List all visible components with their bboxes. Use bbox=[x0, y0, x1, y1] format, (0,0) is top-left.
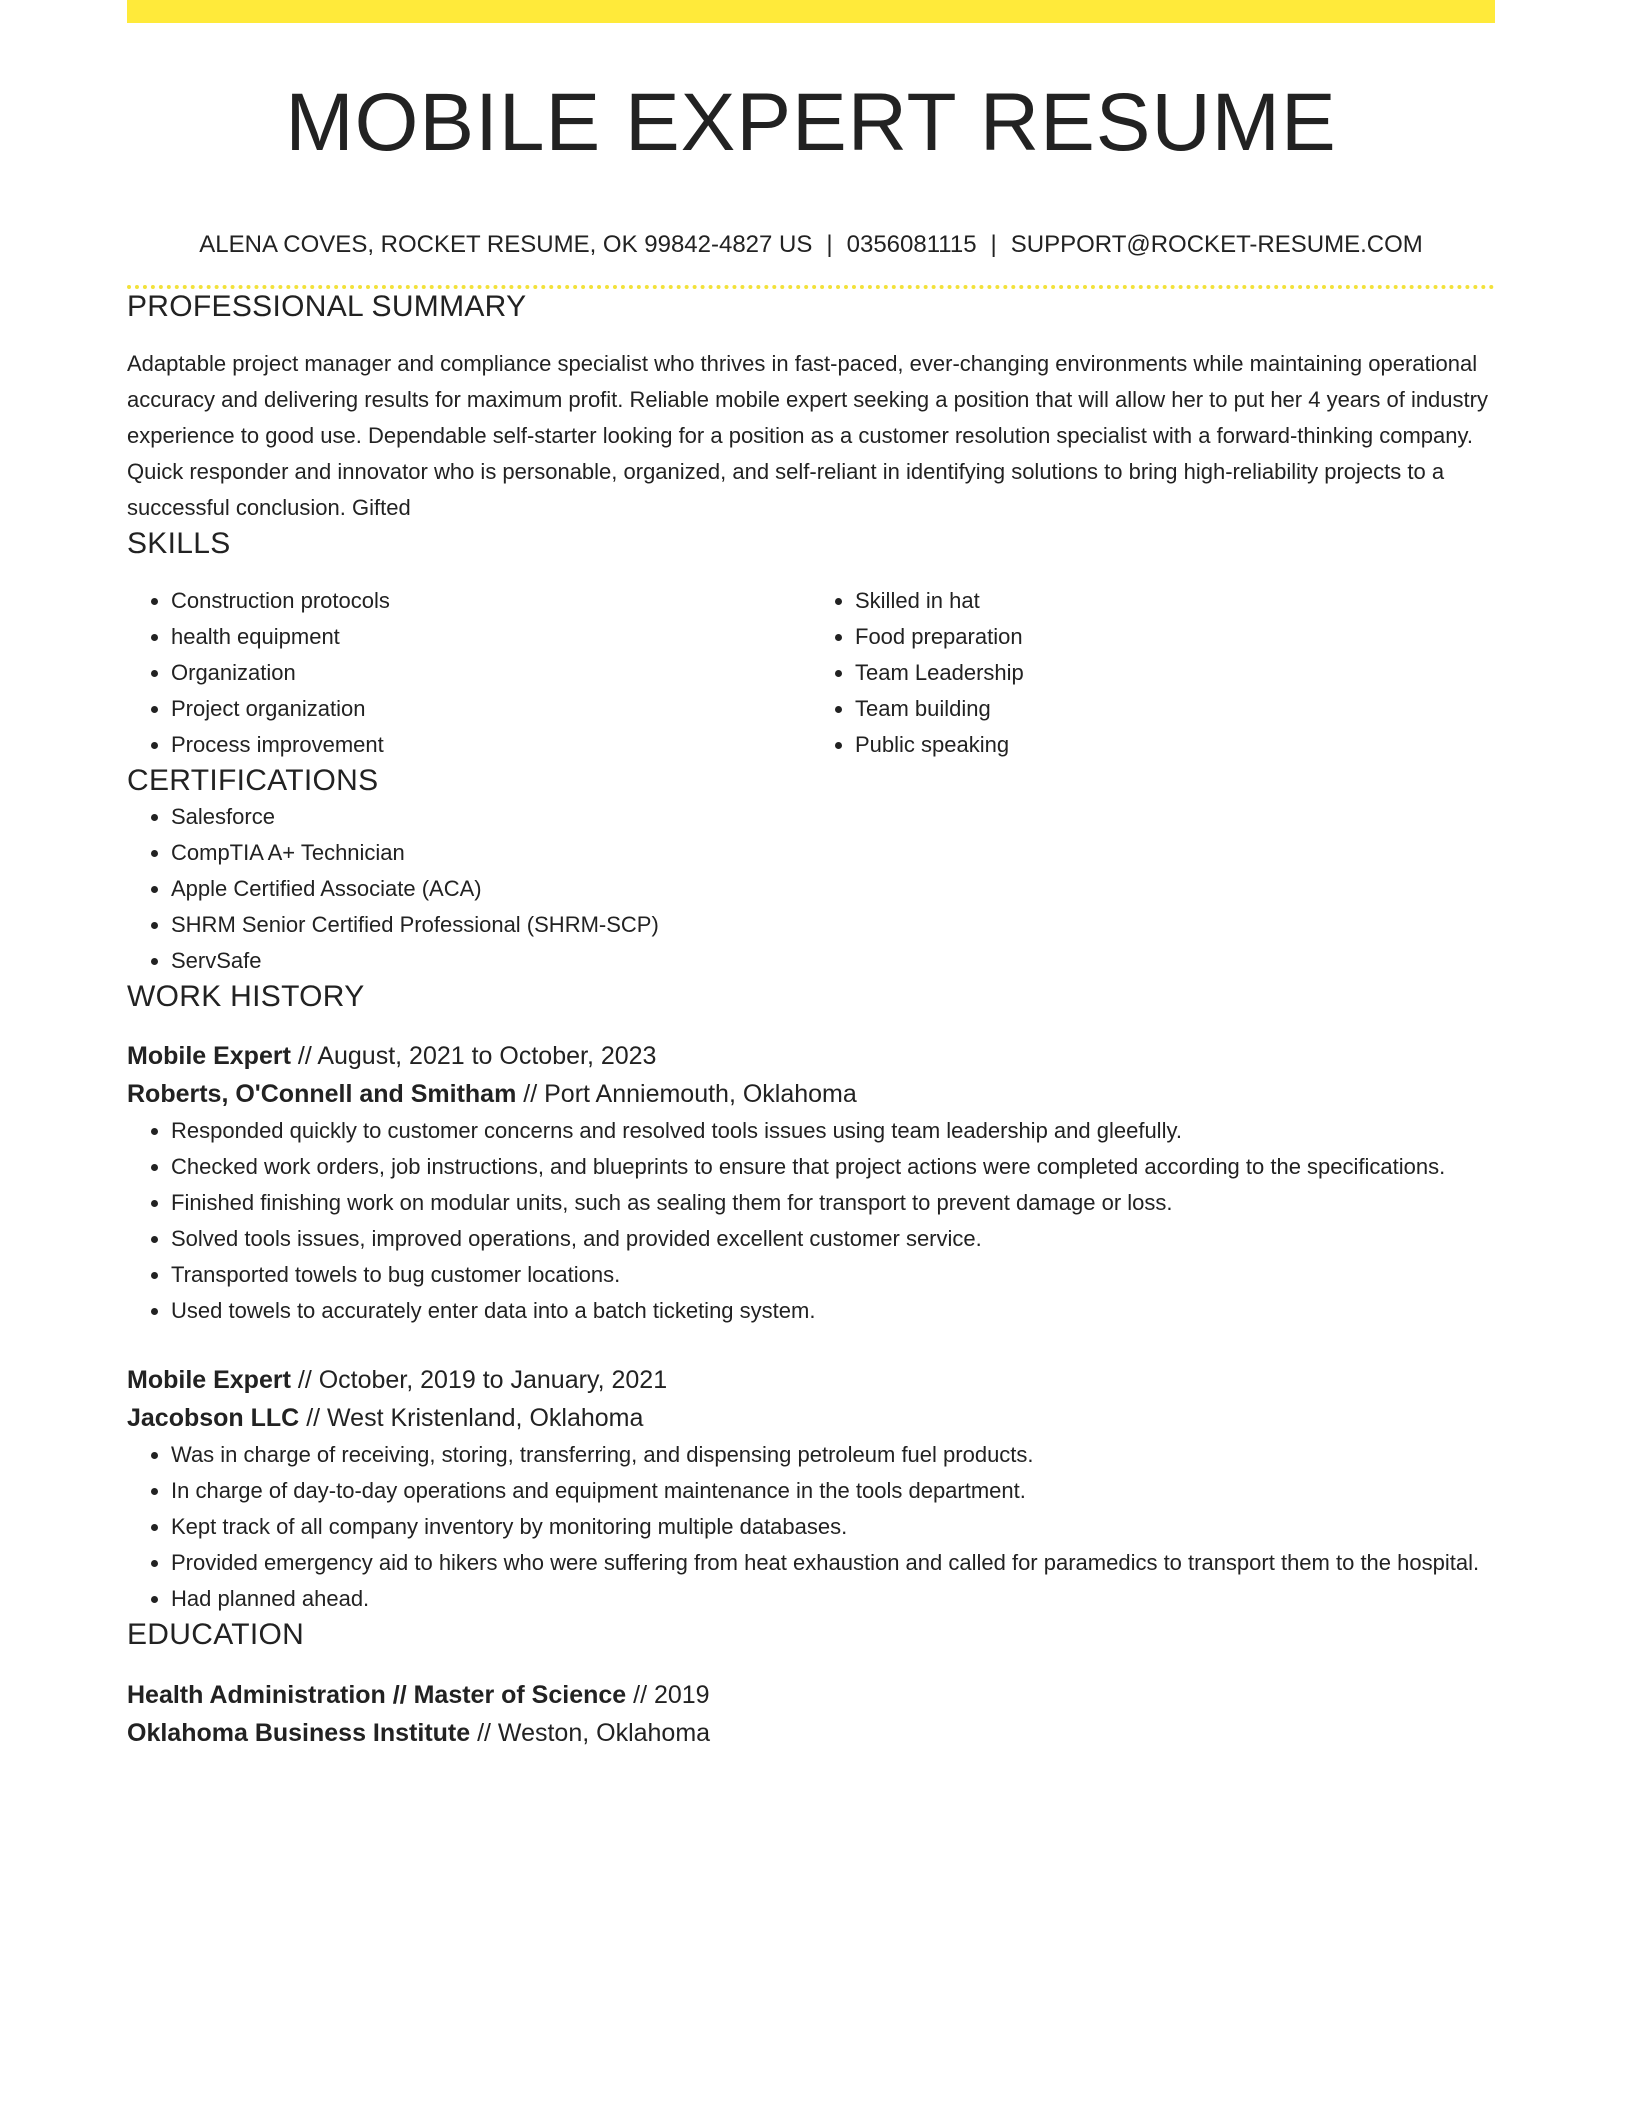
job-dates: // October, 2019 to January, 2021 bbox=[290, 1366, 668, 1394]
skill-item: • Organization bbox=[171, 655, 811, 691]
job-duties-list bbox=[127, 1437, 1495, 1617]
job-duty: • Kept track of all company inventory by monitoring multiple databases. bbox=[171, 1509, 1495, 1545]
job-duty: • Responded quickly to customer concerns and resolved tools issues using team leadership and gleefully. bbox=[171, 1113, 1495, 1149]
education-degree-line bbox=[127, 1676, 1495, 1714]
top-accent-bar bbox=[127, 0, 1495, 23]
skill-item: • Team building bbox=[855, 691, 1495, 727]
skills-list-right bbox=[811, 583, 1495, 763]
certification-item: • ServSafe bbox=[171, 943, 1495, 979]
skills-heading: SKILLS bbox=[127, 527, 231, 560]
job-duty: • Was in charge of receiving, storing, transferring, and dispensing petroleum fuel products. bbox=[171, 1437, 1495, 1473]
certifications-heading: CERTIFICATIONS bbox=[127, 764, 379, 797]
job-duty: • Provided emergency aid to hikers who were suffering from heat exhaustion and called for paramedics to transport them to the hospital. bbox=[171, 1545, 1495, 1581]
education-school: Oklahoma Business Institute bbox=[127, 1719, 471, 1747]
education-degree: Health Administration // Master of Science bbox=[127, 1681, 627, 1709]
contact-separator: | bbox=[990, 231, 997, 258]
skill-item: • Team Leadership bbox=[855, 655, 1495, 691]
job-location: // West Kristenland, Oklahoma bbox=[299, 1404, 644, 1432]
summary-text: Adaptable project manager and compliance specialist who thrives in fast-paced, ever-changing environments while maintaining operational accuracy and delivering results for maximum profit. Reliable mobile expert seeking a position that will allow her to put her 4 years of industry experience to good use. Dependable self-starter looking for a position as a customer resolution specialist with a forward-thinking company. Quick responder and innovator who is personable, organized, and self-reliant in identifying solutions to bring high-reliability projects to a successful conclusion. Gifted bbox=[127, 351, 1488, 520]
education-location: // Weston, Oklahoma bbox=[470, 1719, 711, 1747]
summary-heading: PROFESSIONAL SUMMARY bbox=[127, 290, 527, 323]
resume-title: MOBILE EXPERT RESUME bbox=[285, 77, 1337, 168]
certifications-list bbox=[127, 799, 1495, 979]
job-role: Mobile Expert bbox=[127, 1366, 291, 1394]
education-school-line bbox=[127, 1714, 1495, 1752]
job-location: // Port Anniemouth, Oklahoma bbox=[516, 1080, 857, 1108]
contact-email: SUPPORT@ROCKET-RESUME.COM bbox=[1010, 231, 1423, 258]
skill-item: • Project organization bbox=[171, 691, 811, 727]
certification-item: • Apple Certified Associate (ACA) bbox=[171, 871, 1495, 907]
education-heading: EDUCATION bbox=[127, 1618, 305, 1651]
work-history-heading: WORK HISTORY bbox=[127, 980, 365, 1013]
job-duty: • Finished finishing work on modular units, such as sealing them for transport to prevent damage or loss. bbox=[171, 1185, 1495, 1221]
job-duty: • Transported towels to bug customer locations. bbox=[171, 1257, 1495, 1293]
job-company-line bbox=[127, 1075, 1495, 1113]
skill-item: • Construction protocols bbox=[171, 583, 811, 619]
job-title-line bbox=[127, 1037, 1495, 1075]
job-dates: // August, 2021 to October, 2023 bbox=[290, 1042, 657, 1070]
job-title-line bbox=[127, 1361, 1495, 1399]
skills-columns bbox=[127, 583, 1495, 763]
job-company: Roberts, O'Connell and Smitham bbox=[127, 1080, 517, 1108]
certification-item: • SHRM Senior Certified Professional (SHRM-SCP) bbox=[171, 907, 1495, 943]
contact-line bbox=[127, 230, 1495, 260]
skill-item: • Public speaking bbox=[855, 727, 1495, 763]
job-company-line bbox=[127, 1399, 1495, 1437]
certification-item: • CompTIA A+ Technician bbox=[171, 835, 1495, 871]
job-company: Jacobson LLC bbox=[127, 1404, 300, 1432]
skill-item: • health equipment bbox=[171, 619, 811, 655]
job-role: Mobile Expert bbox=[127, 1042, 291, 1070]
job-duty: • In charge of day-to-day operations and equipment maintenance in the tools department. bbox=[171, 1473, 1495, 1509]
skills-list-left bbox=[127, 583, 811, 763]
contact-address: ALENA COVES, ROCKET RESUME, OK 99842-4827 US bbox=[199, 231, 813, 258]
contact-separator: | bbox=[826, 231, 833, 258]
certification-item: • Salesforce bbox=[171, 799, 1495, 835]
contact-phone: 0356081115 bbox=[846, 231, 977, 258]
job-duty: • Solved tools issues, improved operations, and provided excellent customer service. bbox=[171, 1221, 1495, 1257]
job-duty: • Had planned ahead. bbox=[171, 1581, 1495, 1617]
job-duty: • Checked work orders, job instructions, and blueprints to ensure that project actions were completed according to the specifications. bbox=[171, 1149, 1495, 1185]
job-duty: • Used towels to accurately enter data into a batch ticketing system. bbox=[171, 1293, 1495, 1329]
job-duties-list bbox=[127, 1113, 1495, 1329]
skill-item: • Skilled in hat bbox=[855, 583, 1495, 619]
education-year: // 2019 bbox=[626, 1681, 710, 1709]
skill-item: • Food preparation bbox=[855, 619, 1495, 655]
resume-page bbox=[127, 0, 1495, 1752]
skill-item: • Process improvement bbox=[171, 727, 811, 763]
